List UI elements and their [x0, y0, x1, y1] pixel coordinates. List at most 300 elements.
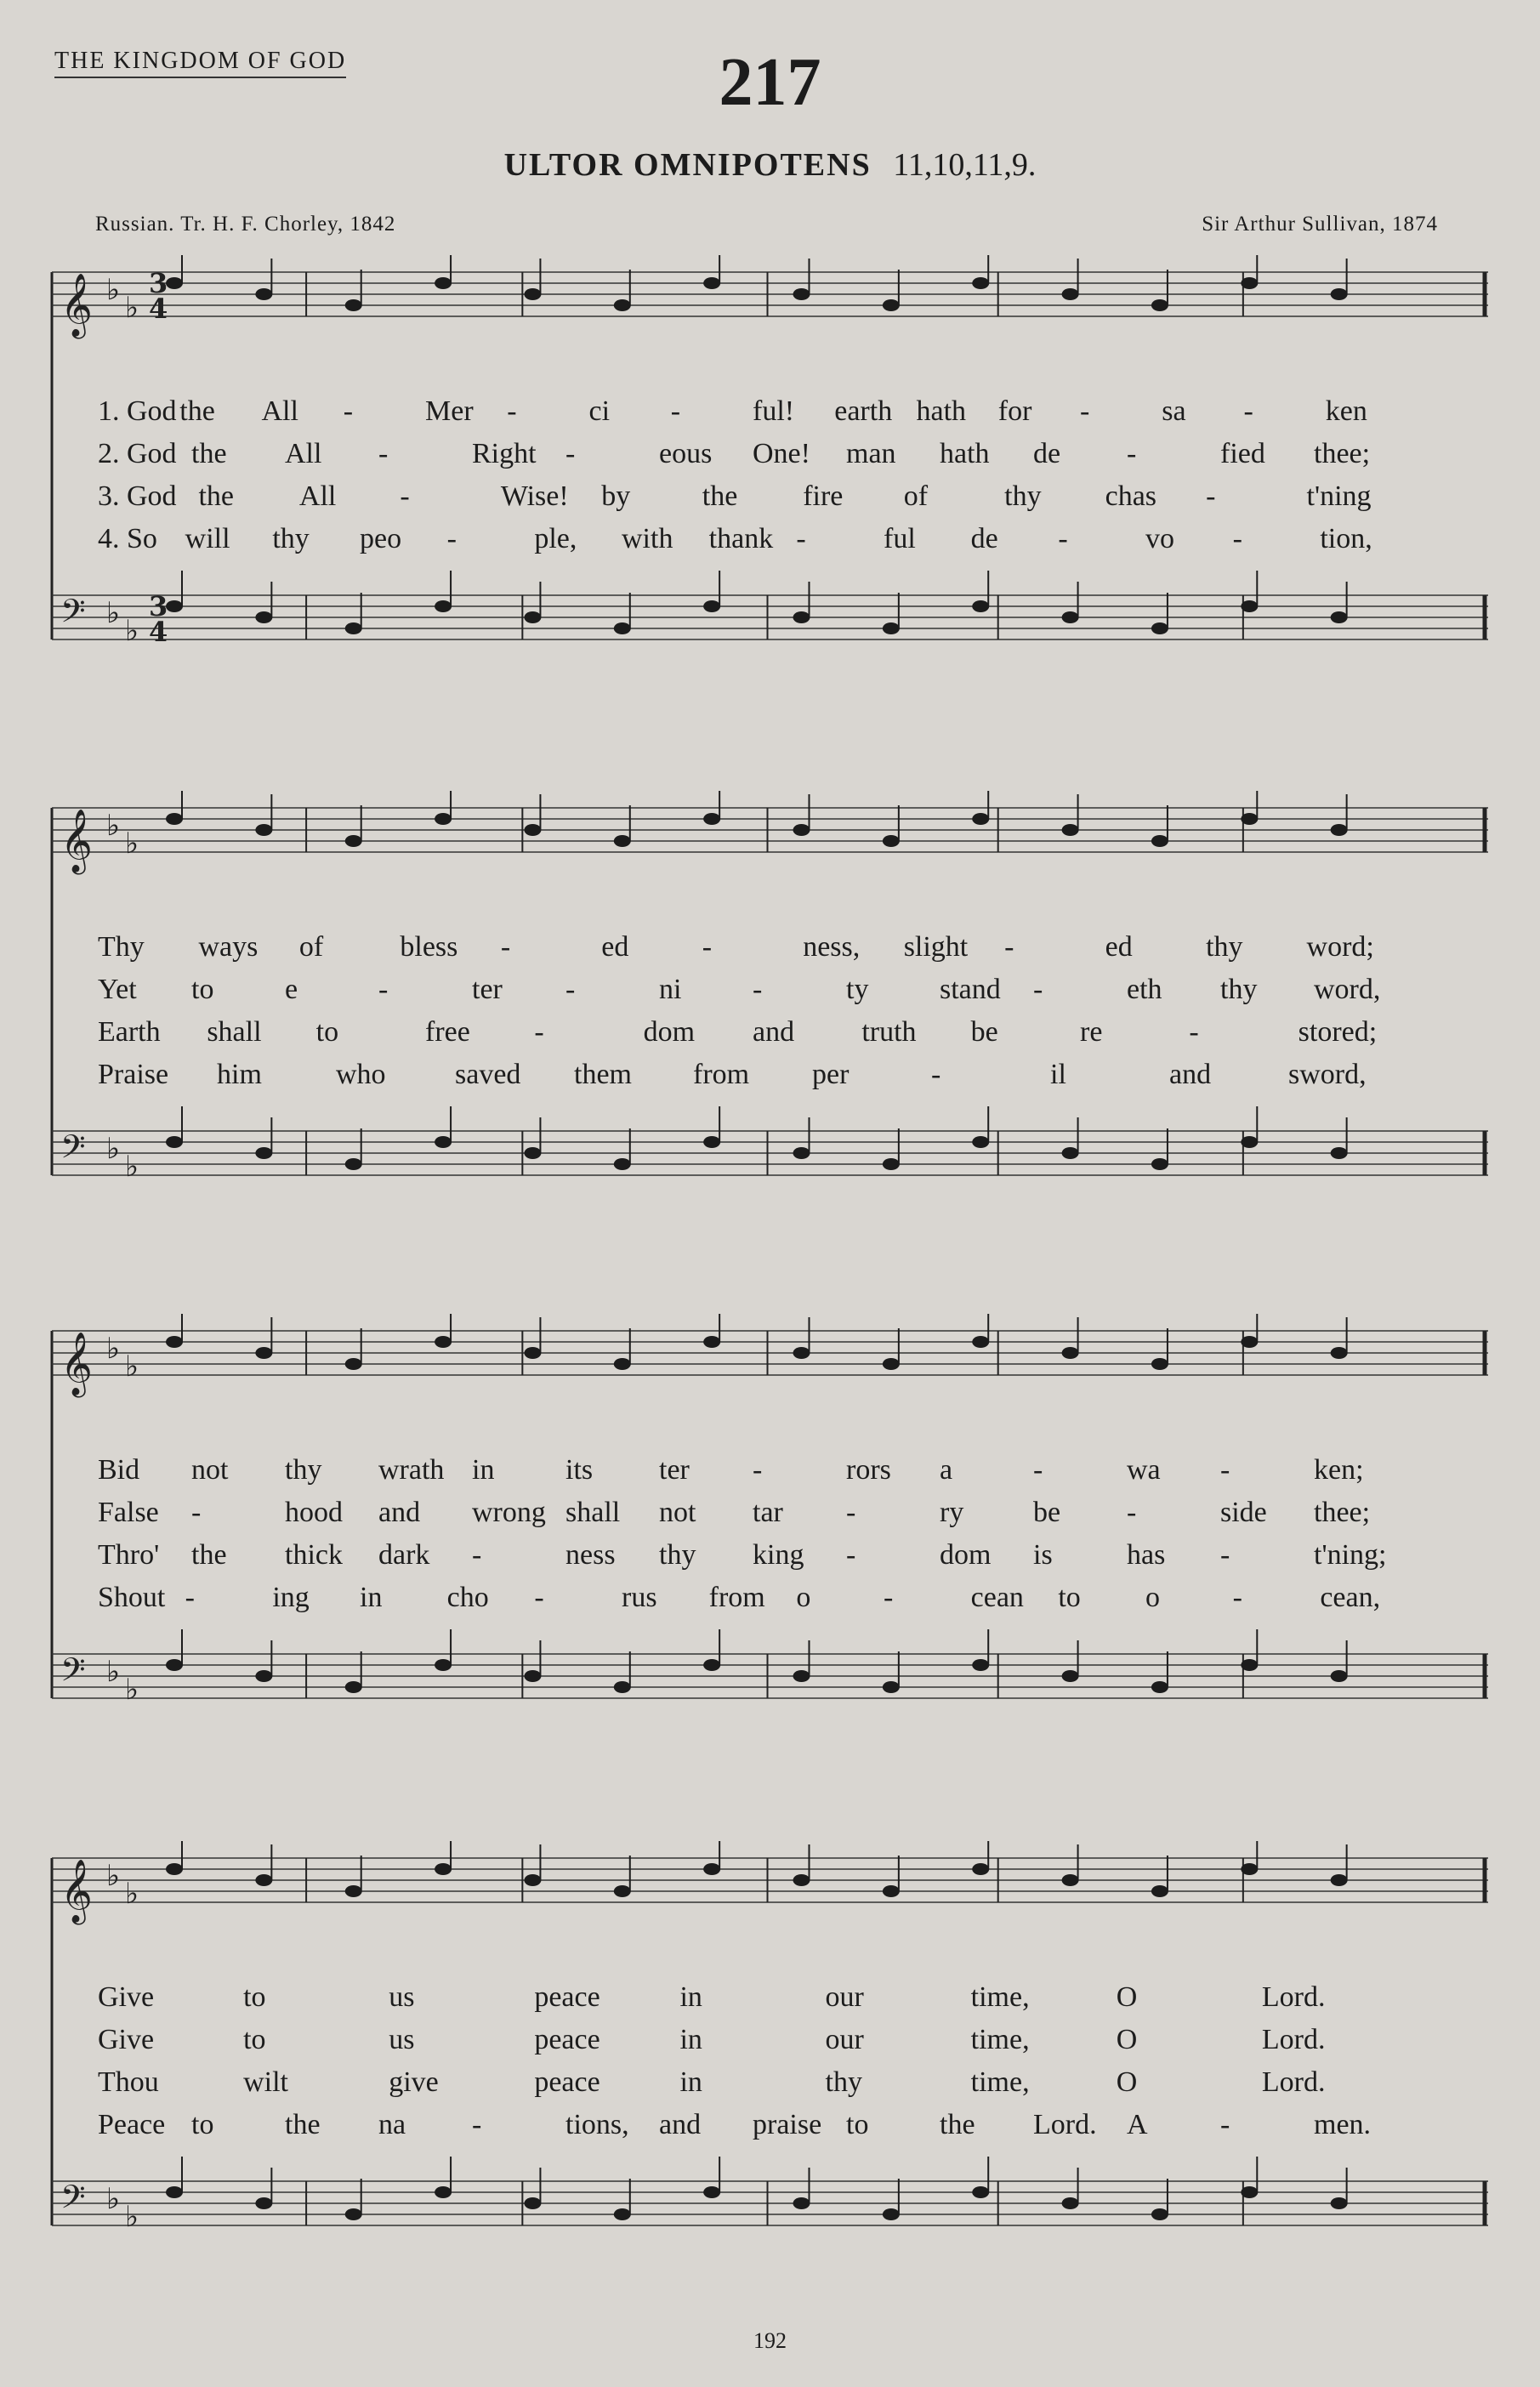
- note-head: [883, 1885, 900, 1897]
- lyric-syllable: -: [1080, 395, 1090, 427]
- note-head: [524, 824, 541, 836]
- lyric-syllable: from: [693, 1059, 750, 1090]
- lyric-syllable: -: [191, 1497, 202, 1528]
- lyric-line: [47, 391, 1488, 432]
- note-head: [166, 2186, 183, 2198]
- lyric-syllable: -: [846, 1497, 856, 1528]
- lyric-syllable: peace: [534, 1981, 600, 2013]
- lyric-syllable: dom: [940, 1539, 992, 1571]
- lyric-syllable: Thy: [98, 931, 145, 963]
- lyric-syllable: has: [1127, 1539, 1166, 1571]
- lyric-syllable: -: [1189, 1016, 1199, 1048]
- lyric-syllable: time,: [970, 1981, 1030, 2013]
- lyric-syllable: wilt: [243, 2066, 289, 2098]
- lyric-syllable: -: [670, 395, 681, 427]
- lyric-syllable: -: [1004, 931, 1014, 963]
- lyric-syllable: a: [940, 1454, 953, 1486]
- lyric-syllable: in: [679, 2024, 702, 2055]
- lyric-line: [47, 2105, 1488, 2145]
- lyric-syllable: -: [753, 974, 763, 1005]
- lyric-syllable: thy: [1220, 974, 1258, 1005]
- lyric-syllable: 4. So: [98, 523, 157, 554]
- lyric-line: [47, 969, 1488, 1010]
- lyric-syllable: king: [753, 1539, 804, 1571]
- note-head: [345, 1158, 362, 1170]
- flat-icon: ♭: [106, 1132, 121, 1166]
- note-head: [1331, 288, 1348, 300]
- lyric-syllable: saved: [455, 1059, 521, 1090]
- lyric-syllable: ful!: [753, 395, 795, 427]
- note-head: [1062, 1670, 1079, 1682]
- note-head: [883, 1681, 900, 1693]
- lyric-syllable: in: [360, 1582, 383, 1613]
- note-head: [524, 1670, 541, 1682]
- page-number: 192: [753, 2328, 787, 2353]
- note-head: [1241, 600, 1258, 612]
- lyric-syllable: ry: [940, 1497, 964, 1528]
- note-head: [345, 2208, 362, 2220]
- lyric-syllable: of: [903, 480, 929, 512]
- lyric-syllable: 2. God: [98, 438, 177, 469]
- lyric-syllable: Praise: [98, 1059, 169, 1090]
- note-head: [166, 1863, 183, 1875]
- flat-icon: ♭: [106, 273, 121, 307]
- lyric-syllable: ful: [884, 523, 916, 554]
- lyric-syllable: be: [1033, 1497, 1061, 1528]
- flat-icon: ♭: [125, 291, 139, 325]
- note-head: [703, 600, 720, 612]
- lyric-syllable: thy: [272, 523, 310, 554]
- flat-icon: ♭: [125, 1150, 139, 1184]
- lyric-syllable: -: [185, 1582, 195, 1613]
- lyric-syllable: of: [298, 931, 324, 963]
- lyric-syllable: -: [1232, 523, 1242, 554]
- note-head: [1151, 1158, 1168, 1170]
- note-head: [166, 1336, 183, 1348]
- lyric-syllable: Lord.: [1033, 2109, 1097, 2140]
- lyric-syllable: to: [1058, 1582, 1081, 1613]
- note-head: [972, 1136, 989, 1148]
- lyric-syllable: All: [298, 480, 337, 512]
- lyric-syllable: peace: [534, 2024, 600, 2055]
- note-head: [1241, 277, 1258, 289]
- note-head: [972, 1336, 989, 1348]
- lyric-syllable: Give: [98, 2024, 155, 2055]
- lyric-syllable: ness,: [803, 931, 861, 963]
- lyric-syllable: na: [378, 2109, 406, 2140]
- lyric-syllable: give: [389, 2066, 439, 2098]
- lyric-syllable: to: [243, 2024, 266, 2055]
- note-head: [614, 1885, 631, 1897]
- lyric-syllable: Thro': [98, 1539, 160, 1571]
- lyric-syllable: ni: [659, 974, 682, 1005]
- flat-icon: ♭: [125, 1877, 139, 1911]
- music-system-4: [47, 1841, 1488, 2317]
- lyric-syllable: t'ning: [1306, 480, 1372, 512]
- lyric-syllable: wrong: [472, 1497, 546, 1528]
- lyric-syllable: -: [1220, 1539, 1230, 1571]
- lyric-syllable: ken;: [1314, 1454, 1364, 1486]
- lyric-syllable: hath: [916, 395, 967, 427]
- music-system-1: [47, 255, 1488, 731]
- lyric-syllable: cho: [446, 1582, 489, 1613]
- lyric-syllable: -: [565, 438, 576, 469]
- lyric-syllable: -: [1243, 395, 1253, 427]
- lyric-line: [47, 2020, 1488, 2060]
- lyric-syllable: thy: [1206, 931, 1243, 963]
- note-head: [1151, 299, 1168, 311]
- note-head: [166, 1659, 183, 1671]
- lyric-syllable: -: [507, 395, 517, 427]
- lyric-syllable: eth: [1127, 974, 1162, 1005]
- note-head: [972, 1863, 989, 1875]
- note-head: [614, 299, 631, 311]
- note-head: [1062, 1874, 1079, 1886]
- meter: 11,10,11,9.: [893, 147, 1037, 183]
- tune-name: ULTOR OMNIPOTENS: [503, 147, 872, 183]
- note-head: [1151, 835, 1168, 847]
- lyric-syllable: Earth: [98, 1016, 161, 1048]
- lyric-syllable: ken: [1325, 395, 1367, 427]
- note-head: [1151, 1358, 1168, 1370]
- flat-icon: ♭: [125, 614, 139, 648]
- lyric-syllable: thick: [285, 1539, 343, 1571]
- lyric-line: [47, 1054, 1488, 1095]
- lyric-syllable: il: [1050, 1059, 1066, 1090]
- lyric-syllable: wrath: [378, 1454, 445, 1486]
- lyric-syllable: and: [1169, 1059, 1212, 1090]
- note-head: [883, 1358, 900, 1370]
- note-head: [1151, 622, 1168, 634]
- lyric-syllable: -: [378, 974, 389, 1005]
- lyric-syllable: -: [472, 2109, 482, 2140]
- lyric-syllable: slight: [903, 931, 969, 963]
- lyric-syllable: and: [378, 1497, 421, 1528]
- lyric-syllable: time,: [970, 2024, 1030, 2055]
- note-head: [703, 1336, 720, 1348]
- music-system-3: [47, 1314, 1488, 1790]
- lyric-syllable: in: [679, 1981, 702, 2013]
- time-signature-bottom: 4: [149, 616, 168, 648]
- lyric-syllable: from: [708, 1582, 765, 1613]
- lyric-line: [47, 1577, 1488, 1618]
- lyric-line: [47, 1012, 1488, 1053]
- lyric-syllable: peo: [360, 523, 402, 554]
- note-head: [345, 622, 362, 634]
- tune-heading: [0, 146, 1540, 184]
- lyric-syllable: to: [191, 974, 214, 1005]
- lyric-syllable: thy: [1004, 480, 1042, 512]
- lyric-syllable: ty: [846, 974, 869, 1005]
- note-head: [1151, 2208, 1168, 2220]
- lyric-syllable: thee;: [1314, 438, 1371, 469]
- lyric-syllable: O: [1116, 2024, 1138, 2055]
- bass-clef-icon: 𝄢: [60, 592, 86, 638]
- lyric-syllable: -: [1220, 2109, 1230, 2140]
- note-head: [793, 824, 810, 836]
- lyric-syllable: dark: [378, 1539, 430, 1571]
- lyric-syllable: the: [191, 438, 227, 469]
- note-head: [435, 1336, 452, 1348]
- lyric-line: [47, 2062, 1488, 2103]
- lyric-syllable: shall: [565, 1497, 621, 1528]
- lyric-syllable: vo: [1145, 523, 1174, 554]
- lyric-syllable: the: [940, 2109, 975, 2140]
- lyric-syllable: by: [601, 480, 631, 512]
- lyric-syllable: -: [702, 931, 713, 963]
- note-head: [435, 277, 452, 289]
- lyric-syllable: thank: [708, 523, 774, 554]
- treble-clef-icon: 𝄞: [60, 810, 93, 872]
- lyric-syllable: eous: [659, 438, 713, 469]
- lyric-syllable: -: [1220, 1454, 1230, 1486]
- note-head: [1241, 1863, 1258, 1875]
- note-head: [166, 277, 183, 289]
- lyric-syllable: thy: [285, 1454, 322, 1486]
- note-head: [1062, 611, 1079, 623]
- lyric-syllable: free: [425, 1016, 470, 1048]
- time-signature-top: 3: [149, 267, 168, 299]
- lyric-syllable: Peace: [98, 2109, 166, 2140]
- lyric-syllable: with: [622, 523, 673, 554]
- lyric-syllable: -: [1232, 1582, 1242, 1613]
- lyric-syllable: Lord.: [1261, 1981, 1326, 2013]
- lyric-syllable: men.: [1314, 2109, 1372, 2140]
- lyric-syllable: to: [243, 1981, 266, 2013]
- lyric-syllable: -: [378, 438, 389, 469]
- lyric-syllable: our: [825, 1981, 864, 2013]
- lyric-syllable: shall: [207, 1016, 262, 1048]
- note-head: [883, 1158, 900, 1170]
- note-head: [1241, 2186, 1258, 2198]
- flat-icon: ♭: [125, 827, 139, 861]
- lyric-syllable: t'ning;: [1314, 1539, 1387, 1571]
- note-head: [166, 1136, 183, 1148]
- note-head: [255, 1347, 272, 1359]
- note-head: [703, 1863, 720, 1875]
- lyric-syllable: him: [217, 1059, 262, 1090]
- lyric-syllable: ci: [588, 395, 611, 427]
- lyric-syllable: peace: [534, 2066, 600, 2098]
- note-head: [1241, 1659, 1258, 1671]
- lyric-syllable: the: [702, 480, 738, 512]
- lyric-syllable: its: [565, 1454, 594, 1486]
- text-credit: Russian. Tr. H. F. Chorley, 1842: [95, 213, 396, 236]
- note-head: [883, 622, 900, 634]
- music-credit: Sir Arthur Sullivan, 1874: [1202, 213, 1438, 236]
- lyric-syllable: the: [191, 1539, 227, 1571]
- lyric-syllable: thee;: [1314, 1497, 1371, 1528]
- lyric-syllable: -: [931, 1059, 941, 1090]
- hymn-number: 217: [719, 45, 821, 120]
- lyric-syllable: -: [1127, 1497, 1137, 1528]
- note-head: [1331, 1147, 1348, 1159]
- lyric-syllable: is: [1033, 1539, 1053, 1571]
- lyric-syllable: earth: [834, 395, 893, 427]
- note-head: [1331, 1874, 1348, 1886]
- note-head: [1331, 611, 1348, 623]
- lyric-line: [47, 1977, 1488, 2018]
- note-head: [345, 1358, 362, 1370]
- lyric-syllable: o: [796, 1582, 811, 1613]
- note-head: [166, 600, 183, 612]
- lyric-syllable: O: [1116, 1981, 1138, 2013]
- note-head: [435, 600, 452, 612]
- note-head: [524, 288, 541, 300]
- lyric-syllable: the: [285, 2109, 321, 2140]
- lyric-syllable: -: [884, 1582, 894, 1613]
- lyric-syllable: bless: [400, 931, 458, 963]
- note-head: [524, 1147, 541, 1159]
- lyric-syllable: us: [389, 1981, 415, 2013]
- lyric-line: [47, 927, 1488, 968]
- note-head: [524, 1874, 541, 1886]
- note-head: [883, 299, 900, 311]
- time-signature-bottom: 4: [149, 293, 168, 325]
- lyric-syllable: -: [1033, 1454, 1043, 1486]
- lyric-syllable: tion,: [1320, 523, 1372, 554]
- note-head: [345, 299, 362, 311]
- lyric-syllable: them: [574, 1059, 632, 1090]
- note-head: [1331, 1347, 1348, 1359]
- treble-clef-icon: 𝄞: [60, 274, 93, 337]
- note-head: [793, 1347, 810, 1359]
- note-head: [793, 1147, 810, 1159]
- note-head: [255, 288, 272, 300]
- note-head: [1331, 1670, 1348, 1682]
- flat-icon: ♭: [106, 2182, 121, 2216]
- lyric-syllable: -: [400, 480, 410, 512]
- lyric-syllable: per: [812, 1059, 850, 1090]
- note-head: [1151, 1681, 1168, 1693]
- lyric-syllable: ter: [472, 974, 503, 1005]
- lyric-syllable: -: [1127, 438, 1137, 469]
- time-signature-top: 3: [149, 590, 168, 622]
- music-system-2: [47, 791, 1488, 1267]
- lyric-syllable: -: [1033, 974, 1043, 1005]
- bass-clef-icon: 𝄢: [60, 1128, 86, 1174]
- flat-icon: ♭: [125, 1673, 139, 1707]
- lyric-syllable: e: [285, 974, 298, 1005]
- note-head: [703, 277, 720, 289]
- lyric-syllable: stand: [940, 974, 1001, 1005]
- lyric-syllable: -: [472, 1539, 482, 1571]
- lyric-syllable: -: [1058, 523, 1068, 554]
- lyric-syllable: truth: [861, 1016, 917, 1048]
- lyric-syllable: Wise!: [500, 480, 569, 512]
- flat-icon: ♭: [106, 1859, 121, 1893]
- note-head: [793, 1874, 810, 1886]
- note-head: [793, 1670, 810, 1682]
- lyric-syllable: o: [1145, 1582, 1160, 1613]
- flat-icon: ♭: [125, 2200, 139, 2234]
- lyric-syllable: the: [198, 480, 234, 512]
- lyric-syllable: us: [389, 2024, 415, 2055]
- lyric-line: [47, 519, 1488, 560]
- note-head: [524, 611, 541, 623]
- lyric-syllable: Bid: [98, 1454, 140, 1486]
- note-head: [255, 1147, 272, 1159]
- lyric-syllable: cean: [970, 1582, 1024, 1613]
- flat-icon: ♭: [106, 596, 121, 630]
- lyric-syllable: Shout: [98, 1582, 166, 1613]
- lyric-syllable: to: [315, 1016, 339, 1048]
- note-head: [524, 1347, 541, 1359]
- lyric-syllable: be: [970, 1016, 998, 1048]
- bass-clef-icon: 𝄢: [60, 2178, 86, 2224]
- lyric-syllable: not: [191, 1454, 229, 1486]
- note-head: [614, 1158, 631, 1170]
- note-head: [703, 1136, 720, 1148]
- note-head: [1062, 1147, 1079, 1159]
- lyric-syllable: -: [343, 395, 354, 427]
- lyric-syllable: rus: [622, 1582, 657, 1613]
- note-head: [614, 2208, 631, 2220]
- flat-icon: ♭: [125, 1350, 139, 1384]
- note-head: [883, 835, 900, 847]
- lyric-syllable: ways: [198, 931, 259, 963]
- lyric-syllable: chas: [1105, 480, 1157, 512]
- lyric-syllable: ple,: [534, 523, 577, 554]
- lyric-syllable: to: [191, 2109, 214, 2140]
- lyric-syllable: will: [185, 523, 230, 554]
- note-head: [524, 2197, 541, 2209]
- lyric-syllable: hath: [940, 438, 990, 469]
- lyric-line: [47, 434, 1488, 475]
- note-head: [1062, 824, 1079, 836]
- lyric-syllable: ness: [565, 1539, 616, 1571]
- note-head: [166, 813, 183, 825]
- lyric-syllable: rors: [846, 1454, 891, 1486]
- note-head: [972, 600, 989, 612]
- lyric-syllable: re: [1080, 1016, 1103, 1048]
- section-title: THE KINGDOM OF GOD: [54, 48, 346, 78]
- note-head: [435, 1659, 452, 1671]
- lyric-line: [47, 1450, 1488, 1491]
- lyric-syllable: in: [679, 2066, 702, 2098]
- lyric-syllable: Lord.: [1261, 2024, 1326, 2055]
- lyric-syllable: fire: [803, 480, 844, 512]
- note-head: [793, 2197, 810, 2209]
- lyric-syllable: side: [1220, 1497, 1267, 1528]
- note-head: [703, 1659, 720, 1671]
- note-head: [614, 622, 631, 634]
- note-head: [255, 1874, 272, 1886]
- note-head: [1062, 2197, 1079, 2209]
- note-head: [972, 1659, 989, 1671]
- note-head: [793, 288, 810, 300]
- lyric-syllable: -: [846, 1539, 856, 1571]
- lyric-syllable: -: [446, 523, 457, 554]
- note-head: [1062, 1347, 1079, 1359]
- note-head: [972, 813, 989, 825]
- note-head: [345, 1885, 362, 1897]
- lyric-syllable: -: [1206, 480, 1216, 512]
- note-head: [255, 2197, 272, 2209]
- lyric-syllable: ter: [659, 1454, 690, 1486]
- lyric-syllable: 3. God: [98, 480, 177, 512]
- note-head: [255, 1670, 272, 1682]
- lyric-syllable: to: [846, 2109, 869, 2140]
- note-head: [435, 1136, 452, 1148]
- note-head: [1241, 813, 1258, 825]
- lyric-syllable: All: [285, 438, 322, 469]
- note-head: [972, 277, 989, 289]
- note-head: [435, 2186, 452, 2198]
- lyric-syllable: not: [659, 1497, 696, 1528]
- lyric-syllable: sword,: [1288, 1059, 1367, 1090]
- note-head: [1331, 2197, 1348, 2209]
